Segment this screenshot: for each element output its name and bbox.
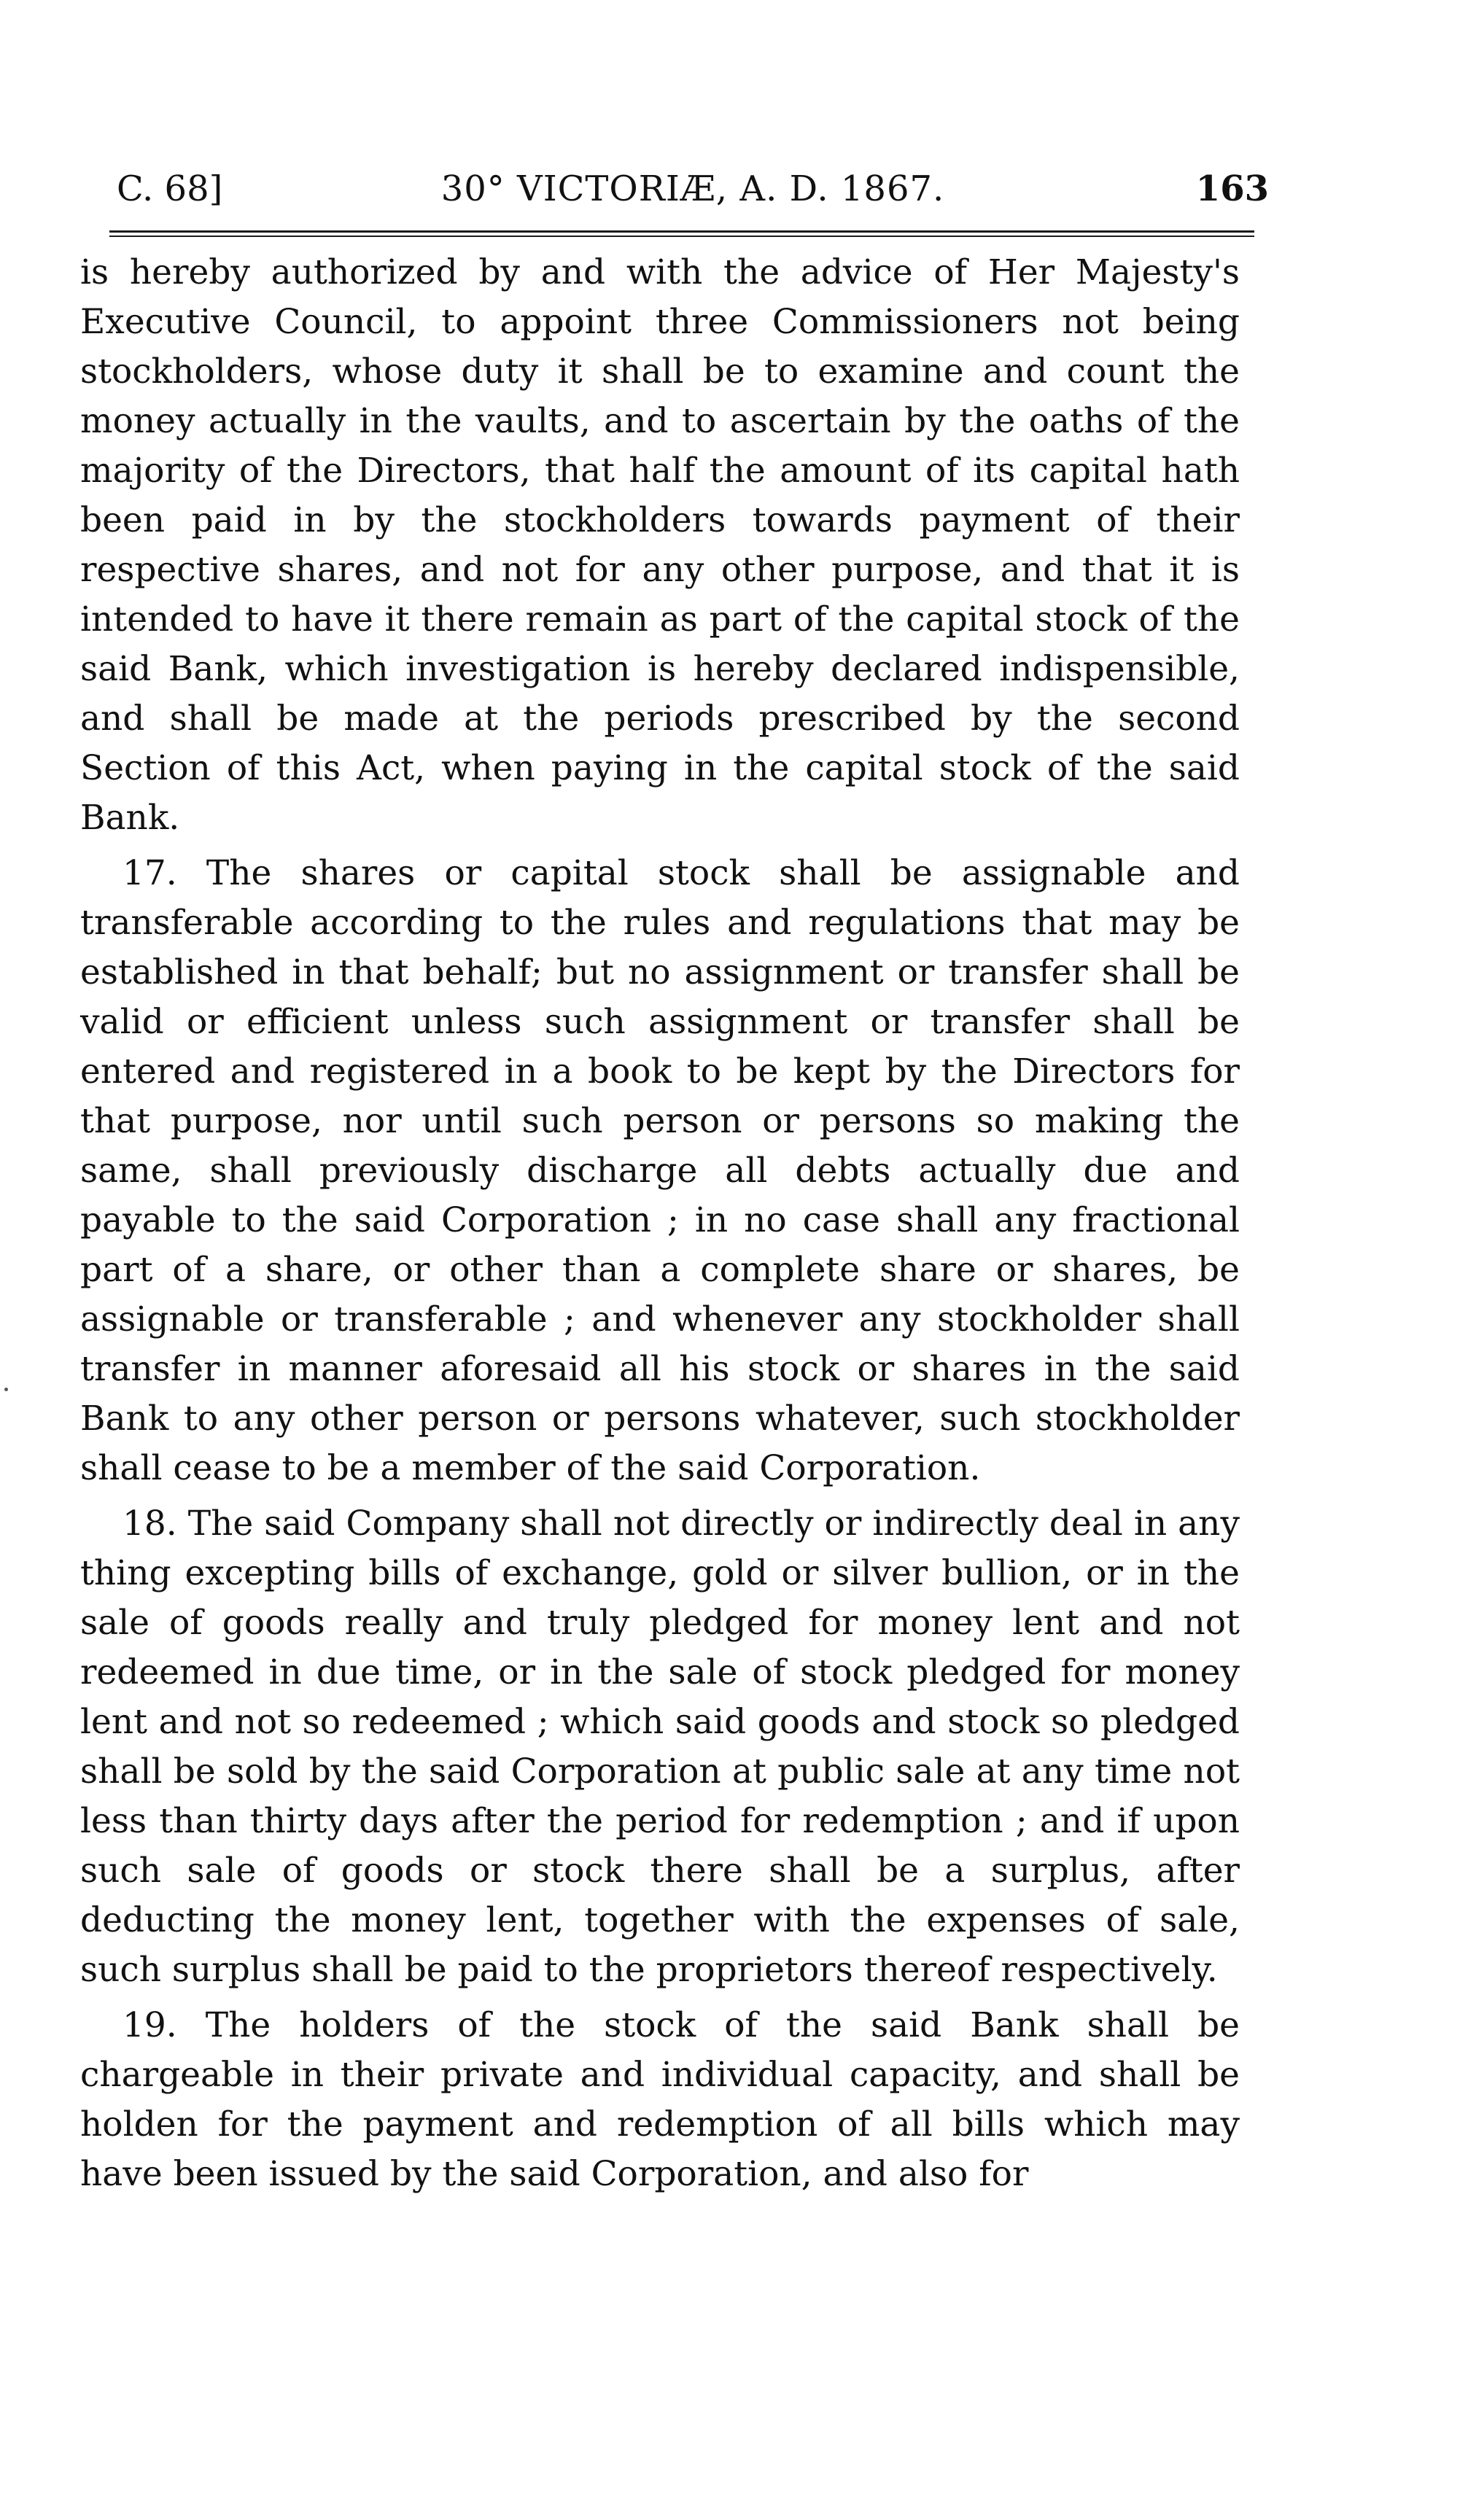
body-text (80, 248, 1240, 2205)
header-rule-top (109, 230, 1254, 233)
paragraph-continuation: is hereby authorized by and with the advice of Her Majesty's Executive Council, to appoint three Commissioners not being stockholders, whose duty it shall be to examine and count the money actually in the vaults, and to ascertain by the oaths of the majority of the Directors, that half the amount of its capital hath been paid in by the stockholders towards payment of their respective shares, and not for any other purpose, and that it is intended to have it there remain as part of the capital stock of the said Bank, which investigation is hereby declared indispensible, and shall be made at the periods prescribed by the second Section of this Act, when paying in the capital stock of the said Bank. (80, 252, 1240, 838)
paragraph-section-18: 18. The said Company shall not directly or indirectly deal in any thing excepting bills of exchange, gold or silver bullion, or in the sale of goods really and truly pledged for money lent and not redeemed in due time, or in the sale of stock pledged for money lent and not so redeemed ; which said goods and stock so pledged shall be sold by the said Corporation at public sale at any time not less than thirty days after the period for redemption ; and if upon such sale of goods or stock there shall be a surplus, after deducting the money lent, together with the expenses of sale, such surplus shall be paid to the proprietors thereof respectively. (80, 1504, 1240, 1990)
margin-speck (4, 1388, 8, 1391)
paragraph-section-19: 19. The holders of the stock of the said Bank shall be chargeable in their private and individual capacity, and shall be holden for the payment and redemption of all bills which may have been issued by the said Corporation, and also for (80, 2005, 1240, 2194)
running-title: 30° VICTORIÆ, A. D. 1867. (440, 168, 945, 209)
header-rule-bottom (109, 236, 1254, 237)
page-number: 163 (1195, 168, 1269, 209)
header-rule (109, 230, 1254, 239)
chapter-number: C. 68] (117, 168, 223, 209)
running-header (117, 163, 1269, 214)
paragraph-section-17: 17. The shares or capital stock shall be assignable and transferable according to the rules and regulations that may be established in that behalf; but no assignment or transfer shall be valid or efficient unless such assignment or transfer shall be entered and registered in a book to be kept by the Directors for that purpose, nor until such person or persons so making the same, shall previously discharge all debts actually due and payable to the said Corporation ; in no case shall any fractional part of a share, or other than a complete share or shares, be assignable or transferable ; and whenever any stockholder shall transfer in manner aforesaid all his stock or shares in the said Bank to any other person or persons whatever, such stockholder shall cease to be a member of the said Corporation. (80, 853, 1240, 1488)
